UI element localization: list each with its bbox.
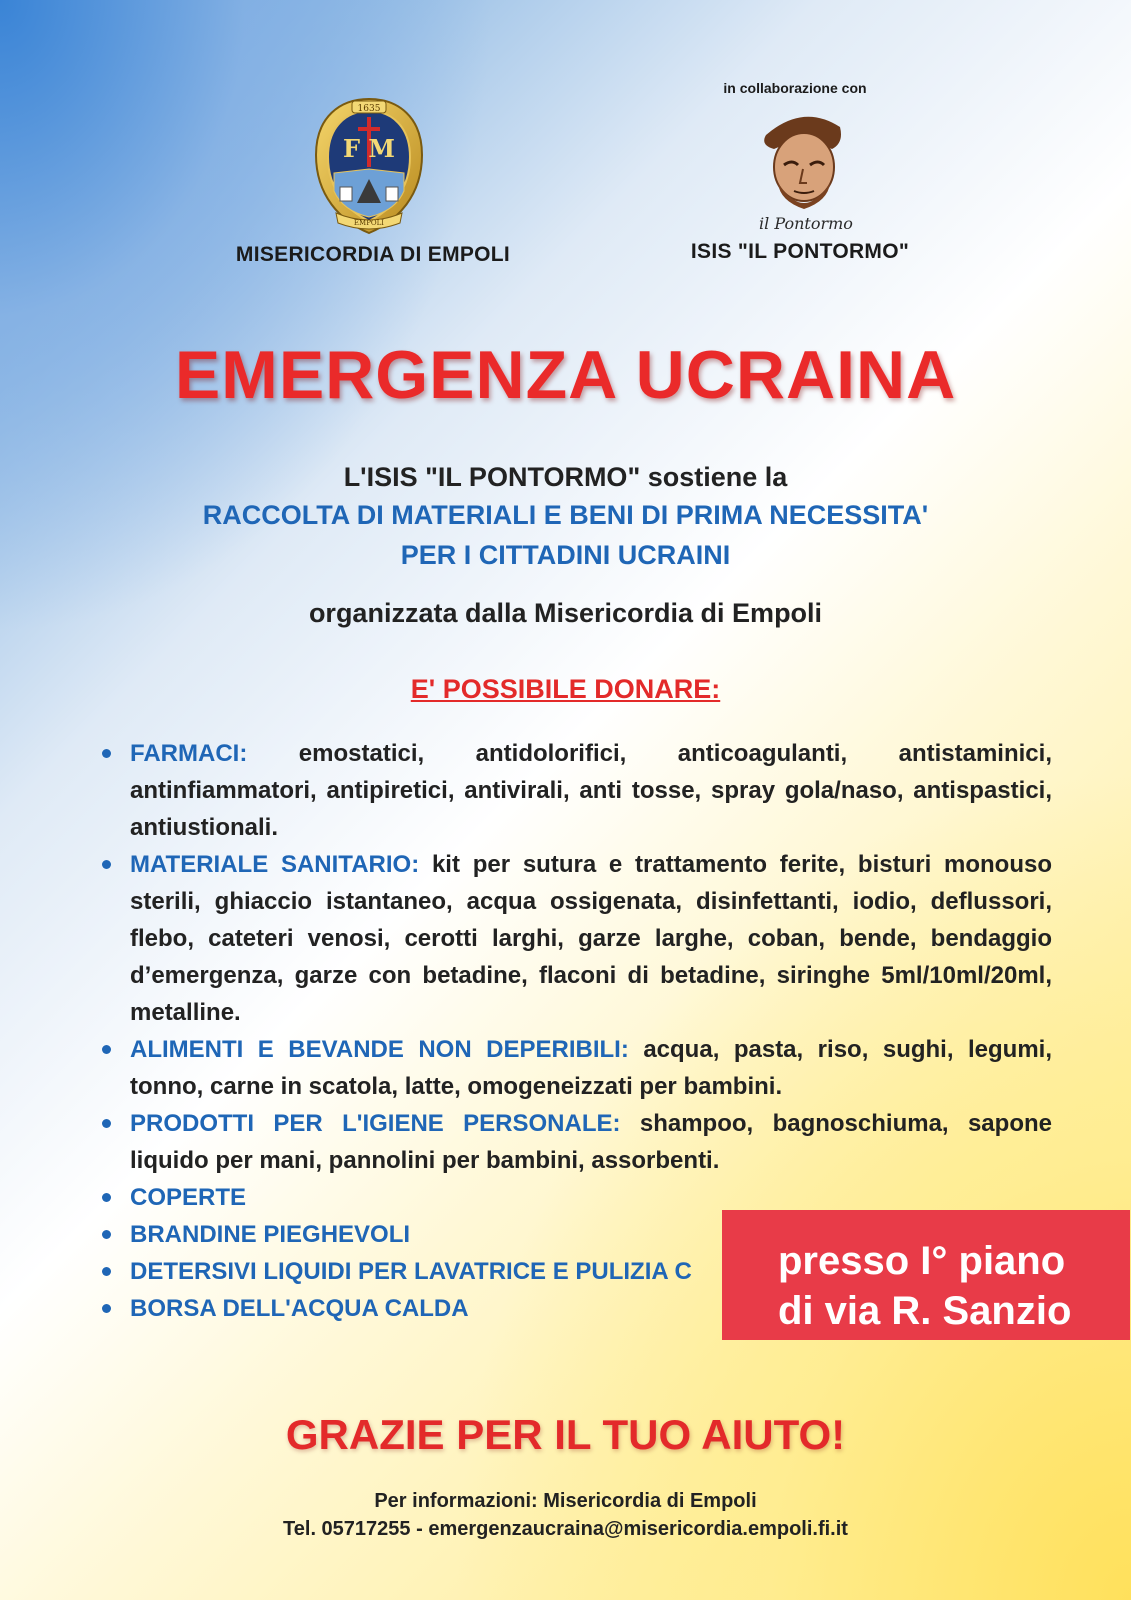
list-item bbox=[100, 1105, 1052, 1179]
item-category: ALIMENTI E BEVANDE NON DEPERIBILI: bbox=[130, 1036, 629, 1063]
item-text: acqua, pasta, riso, sughi, legumi, tonno, carne in scatola, latte, omogeneizzati per bambini. bbox=[130, 1036, 1053, 1100]
bullet-icon bbox=[102, 749, 111, 758]
list-item bbox=[100, 1031, 1052, 1105]
collaboration-text: in collaborazione con bbox=[723, 80, 867, 96]
intro-line-2: RACCOLTA DI MATERIALI E BENI DI PRIMA NECESSITA' bbox=[202, 500, 929, 530]
location-line-2: di via R. Sanzio bbox=[778, 1289, 1072, 1333]
bullet-icon bbox=[102, 1045, 111, 1054]
item-category: BORSA DELL'ACQUA CALDA bbox=[130, 1295, 469, 1322]
item-text: shampoo, bagnoschiuma, sapone liquido per mani, pannolini per bambini, assorbenti. bbox=[130, 1110, 1052, 1174]
item-text: emostatici, antidolorifici, anticoagulanti, antistaminici, antinfiammatori, antipiretici, antivirali, anti tosse, spray gola/naso, antispastici, antiustionali. bbox=[130, 740, 1052, 841]
pontormo-portrait-icon bbox=[728, 105, 878, 233]
bullet-icon bbox=[102, 1230, 111, 1239]
misericordia-name: MISERICORDIA DI EMPOLI bbox=[235, 243, 511, 266]
item-category: MATERIALE SANITARIO: bbox=[130, 851, 420, 878]
pontormo-name: ISIS "IL PONTORMO" bbox=[690, 240, 910, 263]
logo-letters: F M bbox=[343, 134, 395, 163]
logo-year: 1635 bbox=[357, 104, 381, 114]
item-category: COPERTE bbox=[130, 1184, 247, 1211]
logo-ribbon: EMPOLI bbox=[353, 219, 385, 227]
bullet-icon bbox=[102, 1119, 111, 1128]
misericordia-crest-icon bbox=[310, 95, 428, 237]
bullet-icon bbox=[102, 1304, 111, 1313]
intro-line-1: L'ISIS "IL PONTORMO" sostiene la bbox=[343, 462, 788, 492]
location-line-1: presso I° piano bbox=[778, 1239, 1066, 1283]
location-box bbox=[722, 1210, 1130, 1340]
intro-line-4: organizzata dalla Misericordia di Empoli bbox=[308, 598, 823, 628]
item-category: DETERSIVI LIQUIDI PER LAVATRICE E PULIZIA C bbox=[130, 1258, 692, 1285]
intro-line-3: PER I CITTADINI UCRAINI bbox=[400, 540, 731, 570]
item-category: BRANDINE PIEGHEVOLI bbox=[130, 1221, 411, 1248]
list-item bbox=[100, 735, 1052, 846]
donate-heading: E' POSSIBILE DONARE: bbox=[410, 674, 721, 704]
info-line: Per informazioni: Misericordia di Empoli bbox=[374, 1490, 757, 1512]
item-category: FARMACI: bbox=[130, 740, 248, 767]
contact-line: Tel. 05717255 - emergenzaucraina@misericordia.empoli.fi.it bbox=[283, 1518, 848, 1540]
thanks-message: GRAZIE PER IL TUO AIUTO! bbox=[285, 1411, 846, 1458]
item-category: PRODOTTI PER L'IGIENE PERSONALE: bbox=[130, 1110, 621, 1137]
item-text: kit per sutura e trattamento ferite, bisturi monouso sterili, ghiaccio istantaneo, acqua ossigenata, disinfettanti, iodio, deflussori, flebo, cateteri venosi, cerotti larghi, garze larghe, coban, bende, bendaggio d’emergenza, garze con betadine, flaconi di betadine, siringhe 5ml/10ml/20ml, metalline. bbox=[130, 851, 1052, 1026]
logo-signature: il Pontormo bbox=[759, 214, 853, 233]
list-item bbox=[100, 846, 1052, 1031]
bullet-icon bbox=[102, 1267, 111, 1276]
page-title: EMERGENZA UCRAINA bbox=[174, 337, 957, 413]
bullet-icon bbox=[102, 1193, 111, 1202]
bullet-icon bbox=[102, 860, 111, 869]
